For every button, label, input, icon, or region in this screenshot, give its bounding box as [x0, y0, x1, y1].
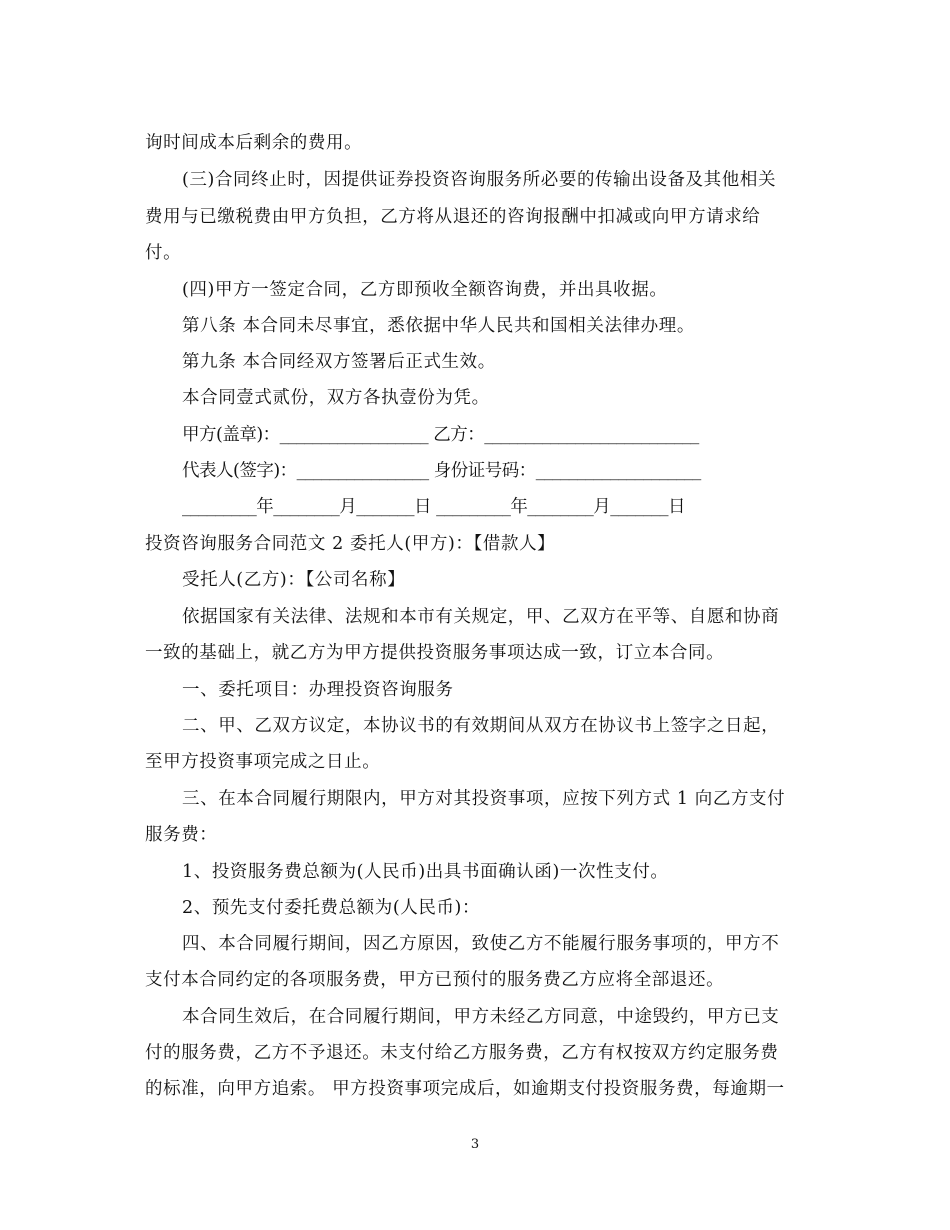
text-line: 一、委托项目：办理投资咨询服务 [182, 680, 454, 700]
text-line: 付的服务费，乙方不予退还。未支付给乙方服务费，乙方有权按双方约定服务费 [145, 1043, 779, 1063]
text-line: 费用与已缴税费由甲方负担，乙方将从退还的咨询报酬中扣减或向甲方请求给 [145, 207, 761, 227]
text-line: 付。 [145, 243, 182, 263]
section-title: 投资咨询服务合同范文 2 委托人(甲方)：【借款人】 [145, 534, 556, 554]
text-line: 至甲方投资事项完成之日止。 [145, 752, 381, 772]
text-line: 四、本合同履行期间，因乙方原因，致使乙方不能履行服务事项的，甲方不 [182, 934, 780, 954]
text-line: 第九条 本合同经双方签署后正式生效。 [182, 352, 496, 372]
page-number: 3 [470, 1137, 480, 1152]
text-line: 的标准，向甲方追索。 甲方投资事项完成后，如逾期支付投资服务费，每逾期一 [145, 1079, 785, 1099]
text-line: 二、甲、乙双方议定，本协议书的有效期间从双方在协议书上签字之日起， [182, 716, 780, 736]
text-line: 本合同壹式贰份，双方各执壹份为凭。 [182, 388, 490, 408]
text-line: 三、在本合同履行期限内，甲方对其投资事项，应按下列方式 1 向乙方支付 [182, 789, 786, 809]
text-line: 1、投资服务费总额为(人民币)出具书面确认函)一次性支付。 [182, 862, 669, 882]
text-line: 依据国家有关法律、法规和本市有关规定，甲、乙双方在平等、自愿和协商 [182, 607, 780, 627]
text-line: 一致的基础上，就乙方为甲方提供投资服务事项达成一致，订立本合同。 [145, 643, 725, 663]
text-line: 询时间成本后剩余的费用。 [145, 133, 363, 153]
signature-line-party-a: 甲方(盖章)：__________________ 乙方：__________________________ [182, 425, 699, 445]
text-line: 服务费： [145, 825, 218, 845]
text-line: 受托人(乙方)：【公司名称】 [182, 570, 406, 590]
text-line: 本合同生效后，在合同履行期间，甲方未经乙方同意，中途毁约，甲方已支 [182, 1007, 780, 1027]
text-line: 支付本合同约定的各项服务费，甲方已预付的服务费乙方应将全部退还。 [145, 970, 725, 990]
signature-line-representative: 代表人(签字)：________________ 身份证号码：____________________ [182, 461, 701, 481]
date-line: _________年________月_______日 _________年________月_______日 [182, 497, 686, 517]
text-line: (三)合同终止时，因提供证券投资咨询服务所必要的传输出设备及其他相关 [182, 170, 777, 190]
text-line: 第八条 本合同未尽事宜，悉依据中华人民共和国相关法律办理。 [182, 316, 695, 336]
text-line: (四)甲方一签定合同，乙方即预收全额咨询费，并出具收据。 [182, 280, 668, 300]
text-line: 2、预先支付委托费总额为(人民币)： [182, 898, 481, 918]
